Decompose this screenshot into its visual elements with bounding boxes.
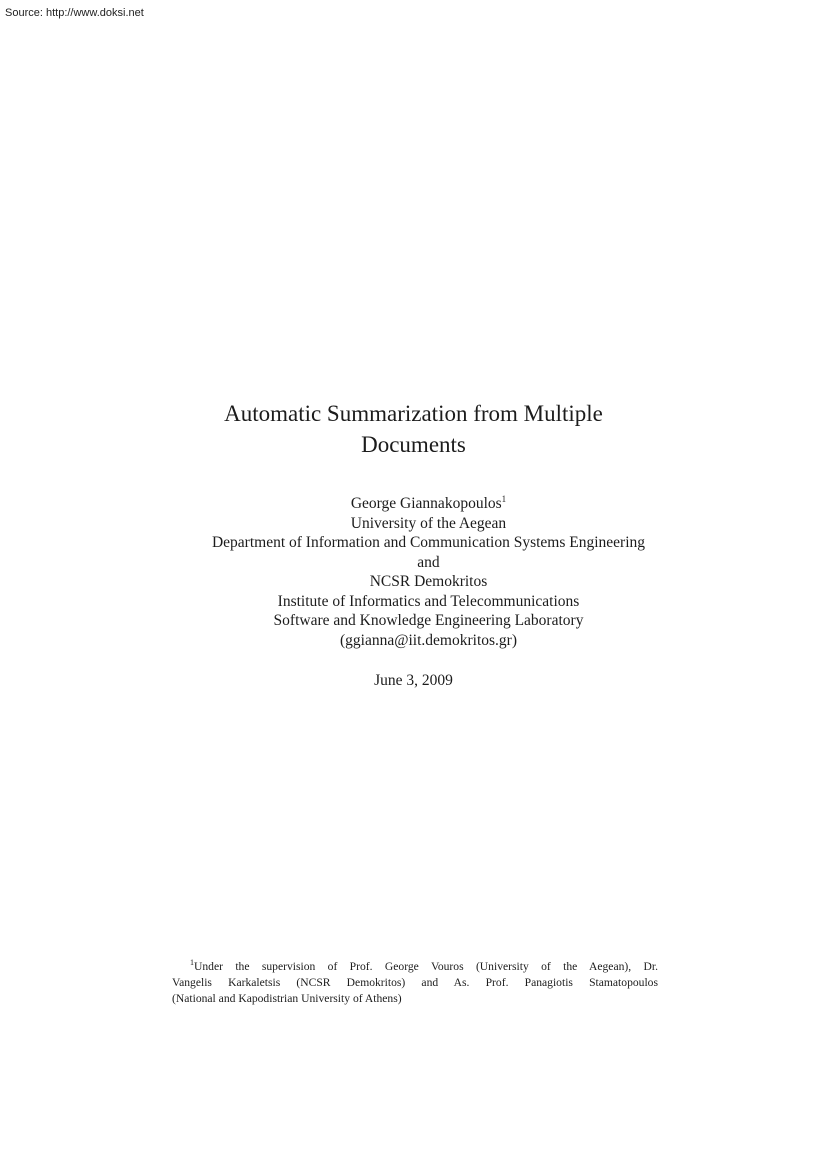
footnote — [172, 959, 658, 1007]
title-line-2: Documents — [361, 432, 466, 457]
date-text: June 3, 2009 — [374, 672, 453, 689]
footnote-text-1: Under the supervision of Prof. George Vouros (University of the Aegean), Dr. — [194, 960, 658, 973]
affiliation-ncsr: NCSR Demokritos — [369, 573, 488, 590]
affiliation-university: University of the Aegean — [350, 514, 507, 532]
affiliation-laboratory: Software and Knowledge Engineering Laboratory — [273, 612, 584, 629]
author-name-line — [0, 494, 827, 514]
document-date — [0, 671, 827, 690]
document-title — [0, 398, 827, 460]
affiliation-institute: Institute of Informatics and Telecommunications — [277, 592, 580, 610]
source-note: Source: http://www.doksi.net — [5, 7, 144, 19]
author-email: (ggianna@iit.demokritos.gr) — [340, 631, 517, 649]
footnote-line-3: (National and Kapodistrian University of Athens) — [172, 992, 402, 1005]
title-line-1: Automatic Summarization from Multiple — [224, 401, 603, 426]
author-footnote-mark: 1 — [501, 494, 507, 504]
author-block — [0, 494, 827, 650]
footnote-mark: 1 — [190, 958, 194, 967]
affiliation-department: Department of Information and Communication Systems Engineering — [211, 534, 646, 551]
footnote-line-2: Vangelis Karkaletsis (NCSR Demokritos) and As. Prof. Panagiotis Stamatopoulos — [172, 976, 658, 989]
author-name: George Giannakopoulos — [350, 495, 502, 512]
affiliation-and: and — [417, 553, 440, 571]
footnote-line-1 — [172, 959, 658, 975]
